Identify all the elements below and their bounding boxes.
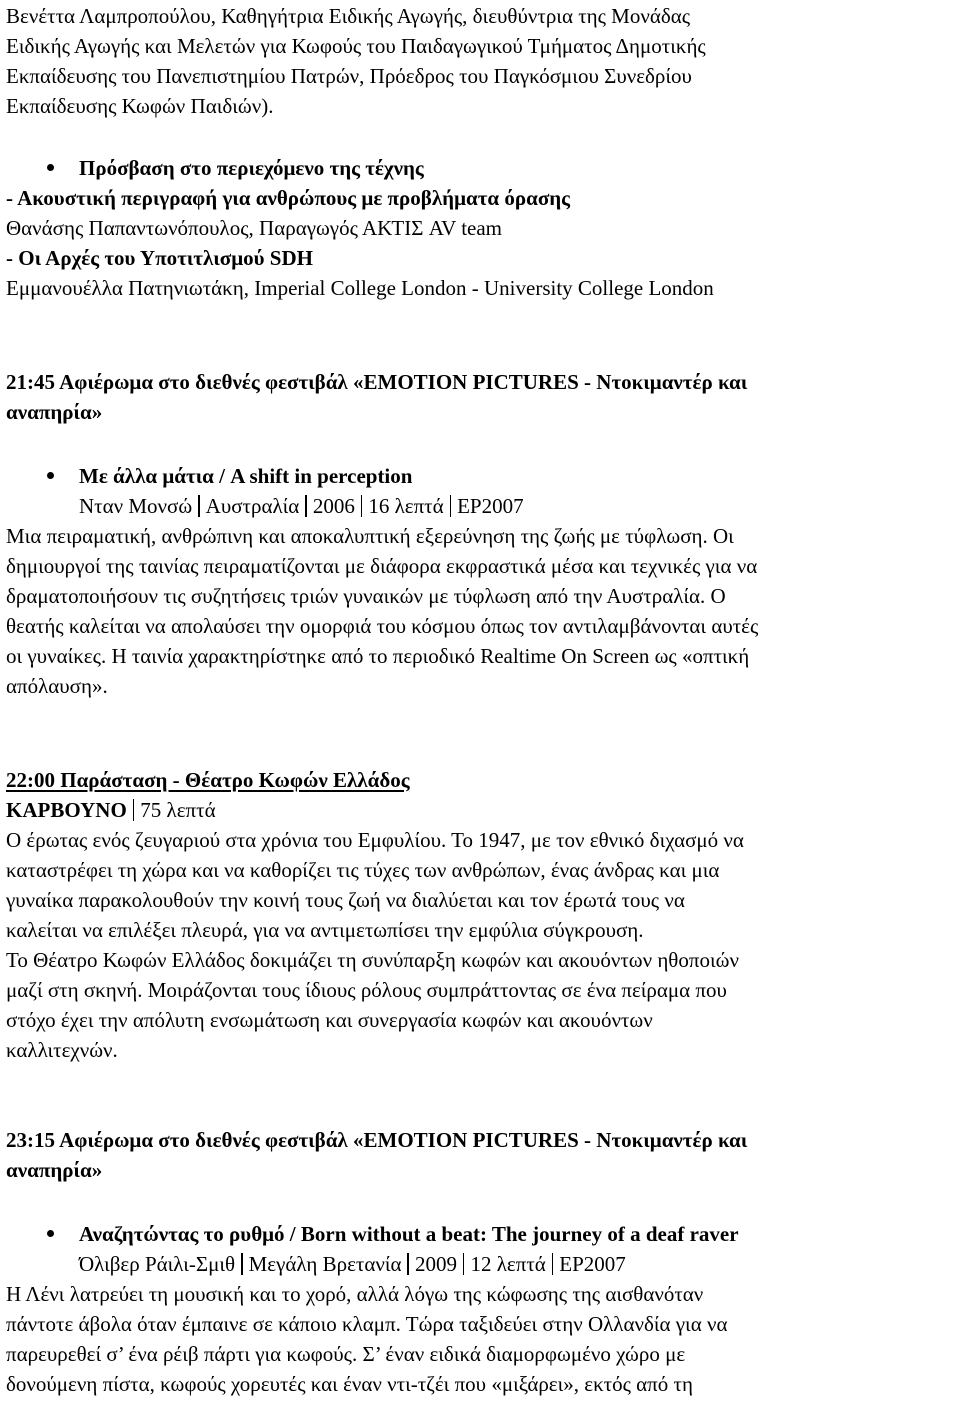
description-line: οι γυναίκες. Η ταινία χαρακτηρίστηκε από το περιοδικό Realtime On Screen ως «οπτική [6, 644, 750, 668]
bullet-icon [47, 164, 54, 171]
bullet-icon [47, 472, 54, 479]
event-section [6, 765, 956, 1065]
description-line: μαζί στη σκηνή. Μοιράζονται τους ίδιους ρόλους συμπράττοντας σε ένα πείραμα που [6, 978, 727, 1002]
separator [552, 1253, 554, 1275]
intro-line: Ειδικής Αγωγής και Μελετών για Κωφούς του Παιδαγωγικού Τμήματος Δημοτικής [6, 34, 706, 58]
description-line: Το Θέατρο Κωφών Ελλάδος δοκιμάζει τη συνύπαρξη κωφών και ακουόντων ηθοποιών [6, 948, 739, 972]
description-line: Ο έρωτας ενός ζευγαριού στα χρόνια του Εμφυλίου. Το 1947, με τον εθνικό διχασμό να [6, 828, 744, 852]
description-line: γυναίκα παρακολουθούν την κοινή τους ζωή να διαλύεται και τον έρωτά τους να [6, 888, 685, 912]
film-director: Όλιβερ Ράιλι-Σμιθ [79, 1252, 236, 1276]
film-year: 2006 [312, 494, 355, 518]
description-line: Η Λένι λατρεύει τη μουσική και το χορό, αλλά λόγω της κώφωσης της αισθανόταν [6, 1282, 704, 1306]
film-title: Αναζητώντας το ρυθμό / Born without a beat: The journey of a deaf raver [79, 1222, 739, 1246]
film-meta [6, 491, 956, 521]
access-item-person: Εμμανουέλλα Πατηνιωτάκη, Imperial College London - University College London [6, 276, 714, 300]
separator [305, 495, 307, 517]
play-meta [6, 795, 956, 825]
description-line: δραματοποιήσουν τις συζητήσεις τριών γυναικών με τύφλωση από την Αυστραλία. Ο [6, 584, 726, 608]
film-description [6, 521, 956, 701]
description-line: Μια πειραματική, ανθρώπινη και αποκαλυπτική εξερεύνηση της ζωής με τύφλωση. Οι [6, 524, 734, 548]
film-bullet-item [6, 461, 956, 491]
film-country: Μεγάλη Βρετανία [248, 1252, 402, 1276]
description-line: δημιουργοί της ταινίας πειραματίζονται με διάφορα εκφραστικά μέσα και τεχνικές για να [6, 554, 758, 578]
event-section [6, 1125, 956, 1399]
description-line: παρευρεθεί σ’ ένα ρέιβ πάρτι για κωφούς. Σ’ έναν ειδικά διαμορφωμένο χώρο με [6, 1342, 686, 1366]
access-item-person: Θανάσης Παπαντωνόπουλος, Παραγωγός ΑΚΤΙΣ AV team [6, 216, 503, 240]
film-duration: 12 λεπτά [470, 1252, 546, 1276]
play-description [6, 825, 956, 1065]
event-heading: 21:45 Αφιέρωμα στο διεθνές φεστιβάλ «EMOTION PICTURES - Ντοκιμαντέρ και [6, 370, 748, 394]
separator [198, 495, 200, 517]
intro-line: Βενέττα Λαμπροπούλου, Καθηγήτρια Ειδικής Αγωγής, διευθύντρια της Μονάδας [6, 4, 691, 28]
play-title: ΚΑΡΒΟΥΝΟ [6, 798, 127, 822]
event-heading-text: 22:00 Παράσταση - Θέατρο Κωφών Ελλάδος [6, 768, 410, 792]
bullet-icon [47, 1230, 54, 1237]
event-heading: αναπηρία» [6, 400, 103, 424]
description-line: καταστρέφει τη χώρα και να καθορίζει τις τύχες των ανθρώπων, ένας άνδρας και μια [6, 858, 720, 882]
access-item-title: - Ακουστική περιγραφή για ανθρώπους με προβλήματα όρασης [6, 186, 571, 210]
film-country: Αυστραλία [205, 494, 300, 518]
description-line: στόχο έχει την απόλυτη ενσωμάτωση και συνεργασία κωφών και ακουόντων [6, 1008, 653, 1032]
film-description [6, 1279, 956, 1399]
separator [133, 799, 135, 821]
film-year: 2009 [414, 1252, 457, 1276]
document-page [6, 0, 956, 1399]
intro-line: Εκπαίδευσης Κωφών Παιδιών). [6, 94, 274, 118]
event-section [6, 367, 956, 701]
film-title: Με άλλα μάτια / A shift in perception [79, 464, 413, 488]
separator [241, 1253, 243, 1275]
film-code: EP2007 [457, 494, 524, 518]
access-section [6, 153, 956, 303]
access-bullet-item [6, 153, 956, 183]
intro-line: Εκπαίδευσης του Πανεπιστημίου Πατρών, Πρόεδρος του Παγκόσμιου Συνεδρίου [6, 64, 692, 88]
description-line: δονούμενη πίστα, κωφούς χορευτές και έναν ντι-τζέι που «μιξάρει», εκτός από τη [6, 1372, 693, 1396]
film-director: Νταν Μονσώ [79, 494, 193, 518]
separator [407, 1253, 409, 1275]
event-heading: 23:15 Αφιέρωμα στο διεθνές φεστιβάλ «EMOTION PICTURES - Ντοκιμαντέρ και [6, 1128, 748, 1152]
description-line: πάντοτε άβολα όταν έμπαινε σε κάποιο κλαμπ. Τώρα ταξιδεύει στην Ολλανδία για να [6, 1312, 728, 1336]
play-duration: 75 λεπτά [140, 798, 216, 822]
event-heading [6, 765, 956, 795]
film-meta [6, 1249, 956, 1279]
access-bullet-title: Πρόσβαση στο περιεχόμενο της τέχνης [79, 156, 424, 180]
description-line: θεατής καλείται να απολαύσει την ομορφιά του κόσμου όπως τον αντιλαμβάνονται αυτές [6, 614, 759, 638]
film-duration: 16 λεπτά [368, 494, 444, 518]
film-code: EP2007 [559, 1252, 626, 1276]
film-bullet-item [6, 1219, 956, 1249]
intro-paragraph [6, 0, 956, 121]
description-line: καλείται να επιλέξει πλευρά, για να αντιμετωπίσει την εμφύλια σύγκρουση. [6, 918, 644, 942]
access-item-title: - Οι Αρχές του Υποτιτλισμού SDH [6, 246, 313, 270]
separator [450, 495, 452, 517]
description-line: καλλιτεχνών. [6, 1038, 118, 1062]
event-heading: αναπηρία» [6, 1158, 103, 1182]
separator [463, 1253, 465, 1275]
description-line: απόλαυση». [6, 674, 108, 698]
separator [361, 495, 363, 517]
